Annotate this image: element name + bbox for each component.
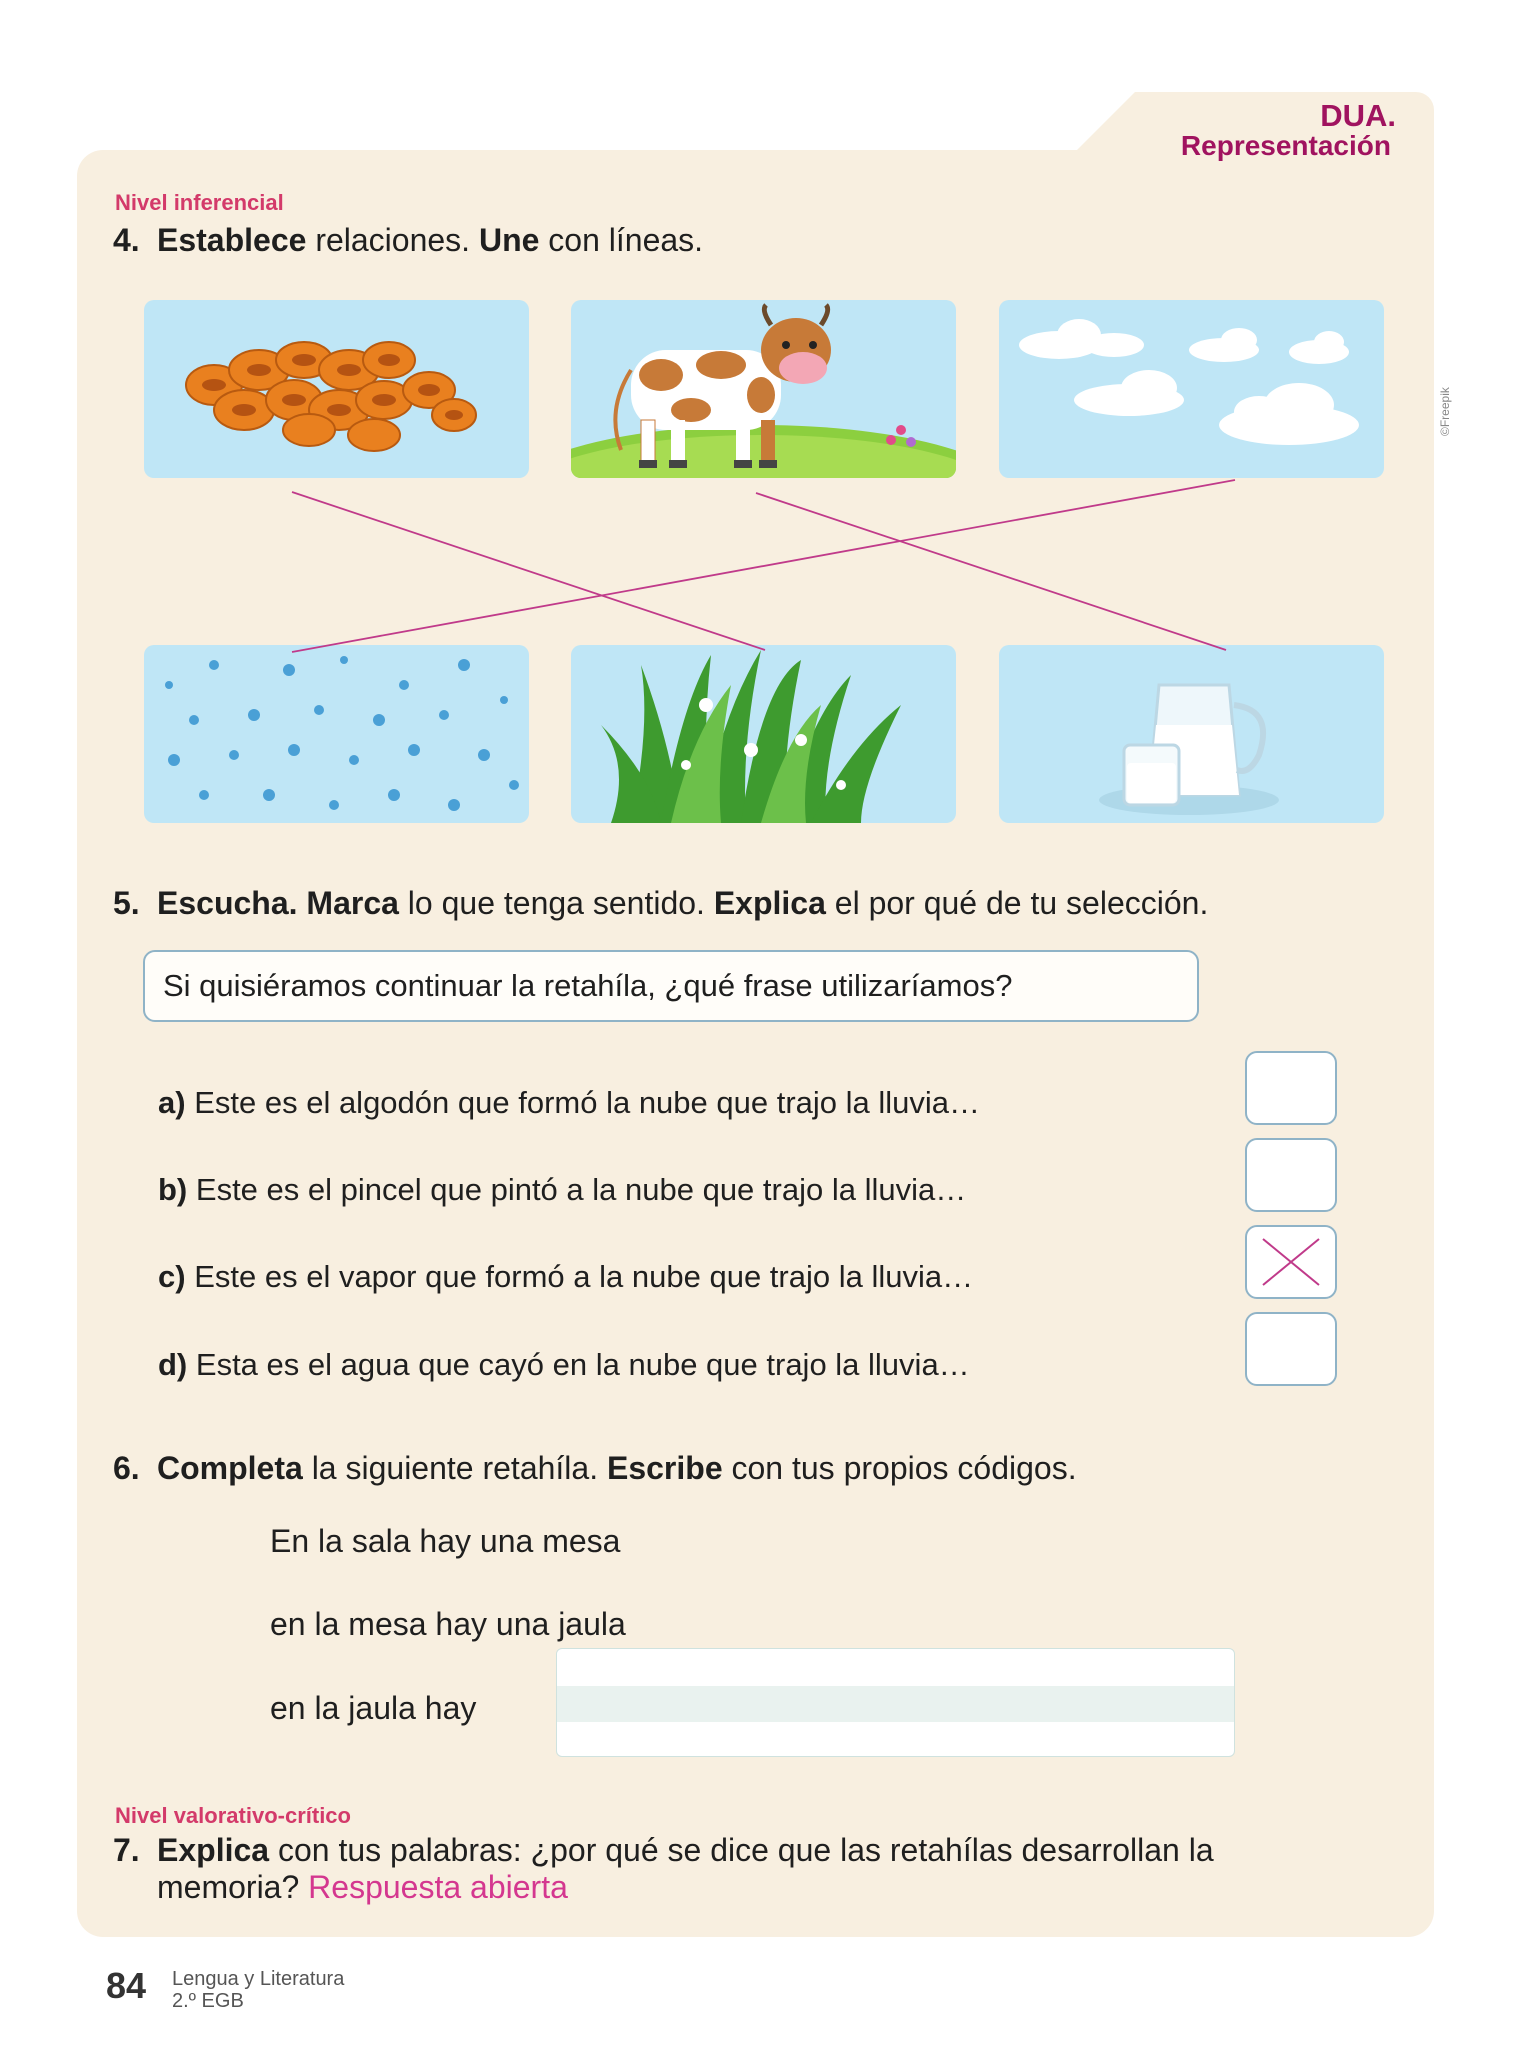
option-d-text: Esta es el agua que cayó en la nube que trajo la lluvia…	[195, 1347, 970, 1382]
option-c-letter: c)	[158, 1259, 186, 1294]
check-x-icon	[1247, 1227, 1335, 1297]
q5-text2: lo que tenga sentido.	[398, 885, 714, 921]
dua-subtitle: Representación	[1180, 130, 1391, 161]
q7-answer: Respuesta abierta	[308, 1869, 568, 1905]
q6-verb1: Completa	[157, 1450, 303, 1486]
level-critical: Nivel valorativo-crítico	[115, 1803, 351, 1828]
q5-prompt-box: Si quisiéramos continuar la retahíla, ¿qué frase utilizaríamos?	[143, 950, 1199, 1022]
q6-number: 6.	[113, 1450, 140, 1486]
checkbox-d[interactable]	[1245, 1312, 1337, 1386]
writing-guide-band	[557, 1686, 1234, 1722]
page-number: 84	[106, 1965, 147, 2006]
q4-verb1: Establece	[157, 222, 307, 258]
option-a-text: Este es el algodón que formó la nube que trajo la lluvia…	[194, 1085, 981, 1120]
q5-number: 5.	[113, 885, 140, 921]
q4-text1: relaciones.	[306, 222, 479, 258]
rhyme-line-2: en la mesa hay una jaula	[270, 1606, 626, 1642]
option-b	[158, 1172, 966, 1208]
writing-box[interactable]	[556, 1648, 1235, 1757]
q4-verb2: Une	[478, 222, 540, 258]
option-b-letter: b)	[158, 1172, 188, 1207]
option-a-letter: a)	[158, 1085, 186, 1120]
image-credit: ©Freepik	[1438, 387, 1452, 436]
q5-text3: el por qué de tu selección.	[825, 885, 1209, 921]
option-b-text: Este es el pincel que pintó a la nube que trajo la lluvia…	[195, 1172, 967, 1207]
q5-verb3: Explica	[713, 885, 826, 921]
q7-text1: con tus palabras: ¿por qué se dice que las retahílas desarrollan la	[269, 1832, 1214, 1868]
footer-grade: 2.º EGB	[172, 1990, 244, 2012]
q5-verb1: Escucha.	[157, 885, 298, 921]
rhyme-line-3: en la jaula hay	[270, 1690, 477, 1726]
q4-number: 4.	[113, 222, 140, 258]
q7-text2: memoria?	[157, 1869, 300, 1905]
line-clouds-rain	[292, 480, 1235, 652]
q5-verb2: Marca	[306, 885, 399, 921]
q7-verb1: Explica	[157, 1832, 270, 1868]
q4-text2: con líneas.	[539, 222, 704, 258]
line-cow-milk	[756, 493, 1226, 650]
q6-text1: la siguiente retahíla.	[302, 1450, 607, 1486]
dua-title: DUA.	[1320, 98, 1396, 133]
option-c-text: Este es el vapor que formó a la nube que trajo la lluvia…	[194, 1259, 974, 1294]
q6-text2: con tus propios códigos.	[722, 1450, 1077, 1486]
checkbox-b[interactable]	[1245, 1138, 1337, 1212]
checkbox-c[interactable]	[1245, 1225, 1337, 1299]
option-d	[158, 1347, 970, 1383]
option-c	[158, 1259, 973, 1295]
rhyme-line-1: En la sala hay una mesa	[270, 1523, 621, 1559]
q6-verb2: Escribe	[606, 1450, 723, 1486]
footer-subject: Lengua y Literatura	[172, 1968, 345, 1990]
level-inferential: Nivel inferencial	[115, 190, 284, 215]
checkbox-a[interactable]	[1245, 1051, 1337, 1125]
option-d-letter: d)	[158, 1347, 188, 1382]
line-seeds-grass	[292, 492, 765, 650]
q7-number: 7.	[113, 1832, 140, 1868]
question-5	[113, 885, 1208, 922]
question-6	[113, 1450, 1077, 1487]
option-a	[158, 1085, 980, 1121]
question-7	[113, 1832, 1403, 1906]
